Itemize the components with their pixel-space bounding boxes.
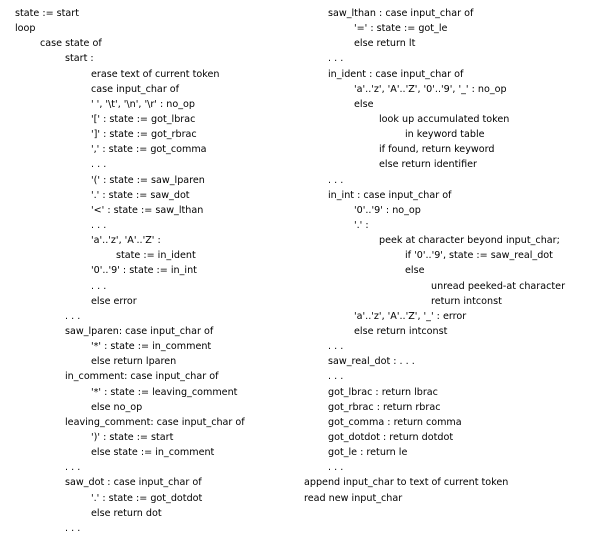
code-line: 'a'..'z', 'A'..'Z' : bbox=[91, 235, 161, 247]
code-line: in keyword table bbox=[405, 129, 485, 141]
code-line: in_int : case input_char of bbox=[328, 189, 452, 201]
code-line: ',' : state := got_comma bbox=[91, 144, 207, 156]
code-line: '*' : state := leaving_comment bbox=[91, 386, 238, 398]
code-line: unread peeked-at character bbox=[431, 280, 566, 292]
code-line: saw_lthan : case input_char of bbox=[328, 8, 474, 19]
code-line: else state := in_comment bbox=[91, 447, 215, 459]
pseudocode-right-column bbox=[304, 6, 565, 506]
code-line: '.' : state := saw_dot bbox=[91, 189, 190, 201]
code-line: . . . bbox=[328, 371, 344, 383]
code-line: erase text of current token bbox=[91, 68, 220, 80]
code-line: . . . bbox=[91, 219, 107, 231]
code-line: got_rbrac : return rbrac bbox=[328, 401, 441, 413]
code-line: start : bbox=[65, 53, 94, 65]
code-line: state := start bbox=[15, 8, 80, 19]
code-line: saw_real_dot : . . . bbox=[328, 356, 415, 368]
code-line: '0'..'9' : state := in_int bbox=[91, 265, 197, 277]
code-line: ' ', '\t', '\n', '\r' : no_op bbox=[91, 98, 195, 110]
code-line: '.' : bbox=[354, 219, 369, 231]
code-line: else return identifier bbox=[379, 159, 477, 171]
code-line: '[' : state := got_lbrac bbox=[91, 113, 196, 125]
code-line: append input_char to text of current token bbox=[304, 477, 509, 489]
code-line: case state of bbox=[40, 38, 102, 50]
code-line: state := in_ident bbox=[116, 250, 196, 262]
code-line: in_ident : case input_char of bbox=[328, 68, 464, 80]
code-line: . . . bbox=[328, 341, 344, 353]
code-line: '<' : state := saw_lthan bbox=[91, 204, 204, 216]
code-line: . . . bbox=[65, 522, 81, 534]
code-line: got_comma : return comma bbox=[328, 416, 462, 428]
code-line: in_comment: case input_char of bbox=[65, 371, 219, 383]
code-line: 'a'..'z', 'A'..'Z', '0'..'9', '_' : no_op bbox=[354, 83, 507, 95]
code-line: '(' : state := saw_lparen bbox=[91, 174, 205, 186]
code-line: saw_lparen: case input_char of bbox=[65, 325, 214, 337]
code-line: else return lparen bbox=[91, 356, 177, 368]
code-line: got_lbrac : return lbrac bbox=[328, 386, 438, 398]
code-line: read new input_char bbox=[304, 492, 403, 504]
code-line: ')' : state := start bbox=[91, 431, 174, 443]
code-line: '*' : state := in_comment bbox=[91, 341, 212, 353]
code-line: . . . bbox=[328, 53, 344, 65]
code-line: return intconst bbox=[431, 295, 502, 307]
code-line: else error bbox=[91, 295, 137, 307]
code-line: else return dot bbox=[91, 507, 162, 519]
code-line: . . . bbox=[328, 174, 344, 186]
code-line: . . . bbox=[65, 462, 81, 474]
code-line: else return lt bbox=[354, 38, 416, 50]
code-line: '=' : state := got_le bbox=[354, 23, 448, 35]
code-line: ']' : state := got_rbrac bbox=[91, 129, 197, 141]
code-line: . . . bbox=[91, 280, 107, 292]
code-line: if '0'..'9', state := saw_real_dot bbox=[405, 250, 553, 262]
code-line: got_le : return le bbox=[328, 447, 408, 459]
code-line: else bbox=[405, 265, 425, 277]
code-line: leaving_comment: case input_char of bbox=[65, 416, 245, 428]
code-line: peek at character beyond input_char; bbox=[379, 235, 560, 247]
code-line: . . . bbox=[91, 159, 107, 171]
code-line: loop bbox=[15, 23, 36, 35]
code-line: 'a'..'z', 'A'..'Z', '_' : error bbox=[354, 310, 467, 322]
code-line: else no_op bbox=[91, 401, 143, 413]
code-line: '.' : state := got_dotdot bbox=[91, 492, 203, 504]
code-line: look up accumulated token bbox=[379, 113, 510, 125]
code-line: else bbox=[354, 98, 374, 110]
code-line: . . . bbox=[65, 310, 81, 322]
code-line: else return intconst bbox=[354, 325, 448, 337]
code-line: got_dotdot : return dotdot bbox=[328, 431, 454, 443]
code-line: if found, return keyword bbox=[379, 144, 495, 156]
code-line: '0'..'9' : no_op bbox=[354, 204, 421, 216]
pseudocode-left-column bbox=[15, 6, 245, 536]
code-line: saw_dot : case input_char of bbox=[65, 477, 202, 489]
code-line: case input_char of bbox=[91, 83, 180, 95]
code-line: . . . bbox=[328, 462, 344, 474]
